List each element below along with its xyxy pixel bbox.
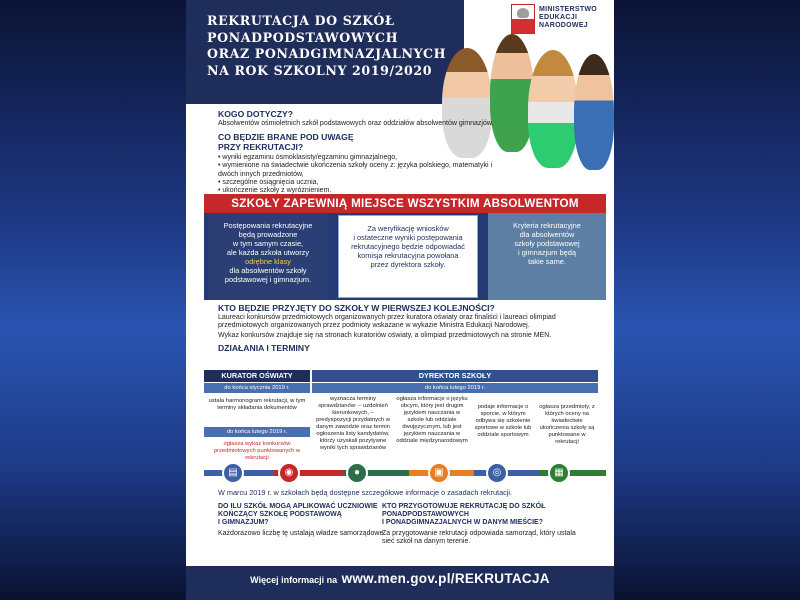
q2-section: KTO PRZYGOTOWUJE REKRUTACJĘ DO SZKÓŁ PONADPODSTAWOWYCH I PONADGIMNAZJALNYCH W DANYM MIEŚCIE? Za przygotowanie rekrutacji odpowiada samorząd, który ustala sieć szkół na danym terenie. bbox=[382, 503, 582, 547]
kogo-section bbox=[218, 110, 518, 128]
dyrektor-cell-4: ogłasza przedmioty, z których oceny na świadectwie ukończenia szkoły są punktowane w rekrutacji bbox=[539, 404, 595, 445]
list-item: • szczególne osiągnięcia ucznia, bbox=[218, 178, 319, 186]
list-item: • ukończenie szkoły z wyróżnieniem. bbox=[218, 187, 332, 195]
kto-section bbox=[218, 304, 598, 354]
dyrektor-header: DYREKTOR SZKOŁY bbox=[312, 370, 598, 382]
march-info: W marcu 2019 r. w szkołach będą dostępne szczegółowe informacje o zasadach rekrutacji. bbox=[218, 488, 513, 497]
kto-text: Laureaci konkursów przedmiotowych organizowanych przez kuratora oświaty oraz finaliści i laureaci olimpiad przedmiotowych organizowanych przez podmioty wskazane w wykazie Ministra Edukacji Narodowej. bbox=[218, 313, 556, 329]
dyrektor-cell-2: ogłasza informacje o języku obcym, który jest drugim językiem nauczania w szkole lub oddziale dwujęzycznym, lub jest językiem nauczania w oddziale międzynarodowym bbox=[396, 396, 468, 444]
calendar-icon: ▤ bbox=[222, 462, 244, 484]
info-column-3: Kryteria rekrutacyjne dla absolwentów szkoły podstawowej i gimnazjum będą takie same. bbox=[488, 213, 606, 300]
kurator-header: KURATOR OŚWIATY bbox=[204, 370, 310, 382]
footer-url-link[interactable]: www.men.gov.pl/REKRUTACJA bbox=[341, 571, 550, 586]
co-section bbox=[218, 133, 508, 195]
info-column-2: Za weryfikację wniosków i ostateczne wyniki postępowania rekrutacyjnego będzie odpowiadać komisja rekrutacyjna powołana przez dyrektora szkoły. bbox=[338, 215, 478, 298]
poster-title: REKRUTACJA DO SZKÓŁ PONADPODSTAWOWYCH ORAZ PONADGIMNAZJALNYCH NA ROK SZKOLNY 2019/2020 bbox=[207, 13, 447, 78]
title-box bbox=[186, 0, 464, 104]
footer-bar bbox=[186, 566, 614, 600]
ministry-name: MINISTERSTWO EDUKACJI NARODOWEJ bbox=[539, 6, 598, 29]
kurator-date-1: do końca stycznia 2019 r. bbox=[204, 383, 310, 393]
list-item: • wymienione na świadectwie ukończenia szkoły oceny z: języka polskiego, matematyki i dwóch innych przedmiotów, bbox=[218, 162, 493, 178]
co-list bbox=[218, 154, 508, 195]
certificate-icon: ▦ bbox=[548, 462, 570, 484]
kurator-cell-1: ustala harmonogram rekrutacji, w tym terminy składania dokumentów bbox=[208, 398, 306, 411]
sport-ball-icon: ◎ bbox=[486, 462, 508, 484]
q2-text: Za przygotowanie rekrutacji odpowiada samorząd, który ustala sieć szkół na danym terenie. bbox=[382, 530, 576, 546]
kogo-heading: KOGO DOTYCZY? bbox=[218, 109, 293, 119]
people-icon: ◉ bbox=[278, 462, 300, 484]
list-item: • wyniki egzaminu ósmoklasisty/egzaminu gimnazjalnego, bbox=[218, 154, 398, 161]
main-banner: SZKOŁY ZAPEWNIĄ MIEJSCE WSZYSTKIM ABSOLWENTOM bbox=[204, 194, 606, 213]
timeline-bar bbox=[204, 470, 606, 476]
group-icon: ● bbox=[346, 462, 368, 484]
kurator-date-2: do końca lutego 2019 r. bbox=[204, 427, 310, 437]
q1-section: DO ILU SZKÓŁ MOGĄ APLIKOWAĆ UCZNIOWIE KOŃCZĄCY SZKOŁĘ PODSTAWOWĄ I GIMNAZJUM? Każdorazowo liczbę tę ustalają władze samorządowe. bbox=[218, 503, 388, 538]
poster bbox=[186, 0, 614, 600]
footer-label: Więcej informacji na bbox=[250, 575, 338, 585]
language-icon: ▣ bbox=[428, 462, 450, 484]
kurator-cell-2: ogłasza wykaz konkursów przedmiotowych punktowanych w rekrutacji bbox=[213, 441, 301, 461]
info-column-1: Postępowania rekrutacyjne będą prowadzone w tym samym czasie, ale każda szkoła utworzy odrębne klasy dla absolwentów szkoły podstawowej i gimnazjum. bbox=[208, 213, 328, 300]
kto-text-2: Wykaz konkursów znajduje się na stronach kuratoriów oświaty, a olimpiad przedmiotowych na stronie MEN. bbox=[218, 332, 552, 340]
dyrektor-cell-1: wyznacza terminy sprawdzianów: – uzdolnień kierunkowych, – predyspozycji przydatnych w danym zawodzie oraz termin ogłoszenia listy kandydatów, którzy uzyskali pozytywne wyniki tych sprawdzianów bbox=[316, 396, 390, 451]
kogo-text: Absolwentów ośmioletnich szkół podstawowych oraz oddziałów absolwentów gimnazjów. bbox=[218, 119, 494, 127]
co-heading-2: PRZY REKRUTACJI? bbox=[218, 141, 304, 152]
highlight-text: odrębne klasy bbox=[244, 257, 291, 266]
kto-heading: KTO BĘDZIE PRZYJĘTY DO SZKOŁY W PIERWSZEJ KOLEJNOŚCI? bbox=[218, 303, 495, 313]
dyrektor-date: do końca lutego 2019 r. bbox=[312, 383, 598, 393]
dzialania-heading: DZIAŁANIA I TERMINY bbox=[218, 343, 310, 354]
co-heading: CO BĘDZIE BRANE POD UWAGĘ bbox=[218, 132, 354, 142]
dyrektor-cell-3: podaje informacje o sporcie, w którym odbywa się szkolenie sportowe w szkole lub oddziale sportowym bbox=[474, 404, 532, 438]
info-columns bbox=[204, 213, 606, 300]
q1-text: Każdorazowo liczbę tę ustalają władze samorządowe. bbox=[218, 530, 386, 537]
